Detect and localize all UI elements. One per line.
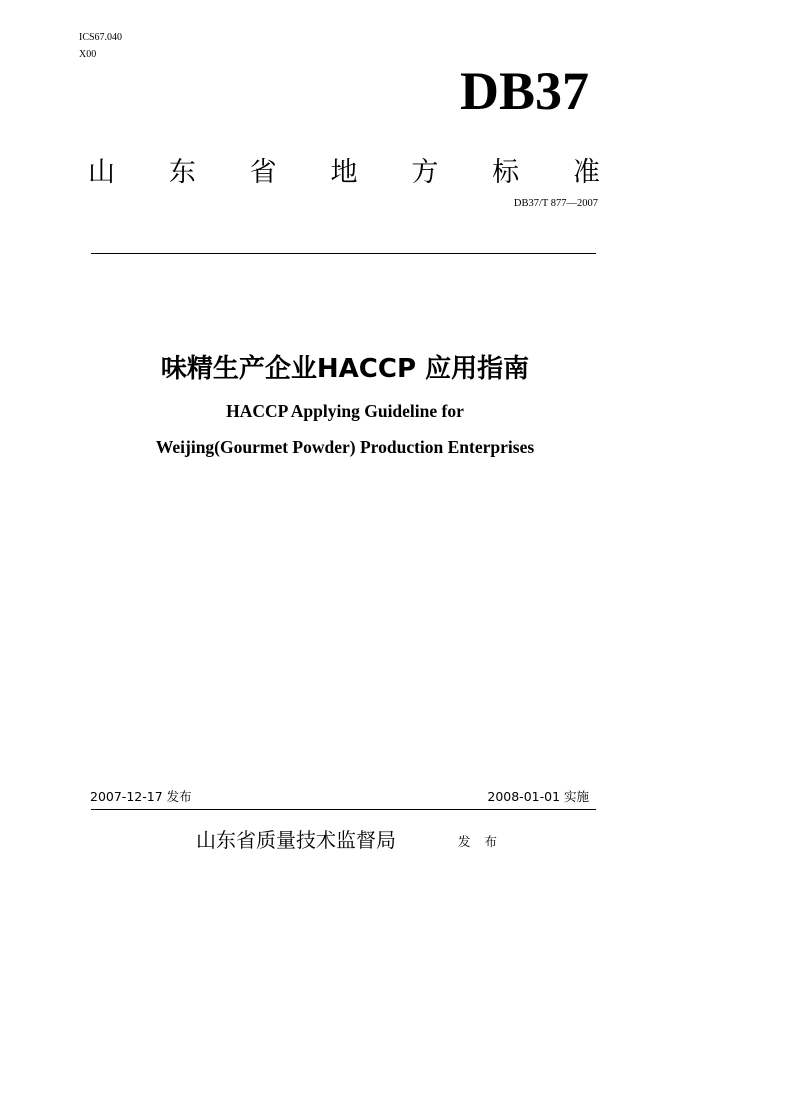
standard-title-char: 标 — [492, 157, 520, 188]
standard-title-char: 地 — [330, 157, 358, 188]
standard-title-char: 山 — [88, 157, 115, 188]
standard-title-char: 东 — [168, 157, 196, 188]
standard-number: DB37/T 877—2007 — [513, 198, 598, 209]
english-title-line-1: HACCP Applying Guideline for — [226, 401, 464, 421]
implementation-date: 2008-01-01 实施 — [487, 789, 589, 804]
issue-date: 2007-12-17 发布 — [90, 789, 192, 804]
db-mark: DB37 — [460, 61, 590, 121]
class-code: X00 — [79, 49, 97, 60]
english-title-line-2: Weijing(Gourmet Powder) Production Enterprises — [155, 437, 535, 457]
issuer-suffix: 发 布 — [458, 834, 502, 849]
standard-title-char: 方 — [411, 157, 439, 188]
issuer-name: 山东省质量技术监督局 — [196, 828, 396, 852]
bottom-divider — [91, 809, 596, 810]
chinese-title: 味精生产企业HACCP 应用指南 — [160, 354, 530, 384]
ics-code: ICS67.040 — [79, 32, 123, 43]
top-divider — [91, 253, 596, 254]
standard-title-char: 准 — [572, 157, 600, 188]
standard-title-char: 省 — [249, 157, 277, 188]
standard-title — [88, 156, 600, 190]
